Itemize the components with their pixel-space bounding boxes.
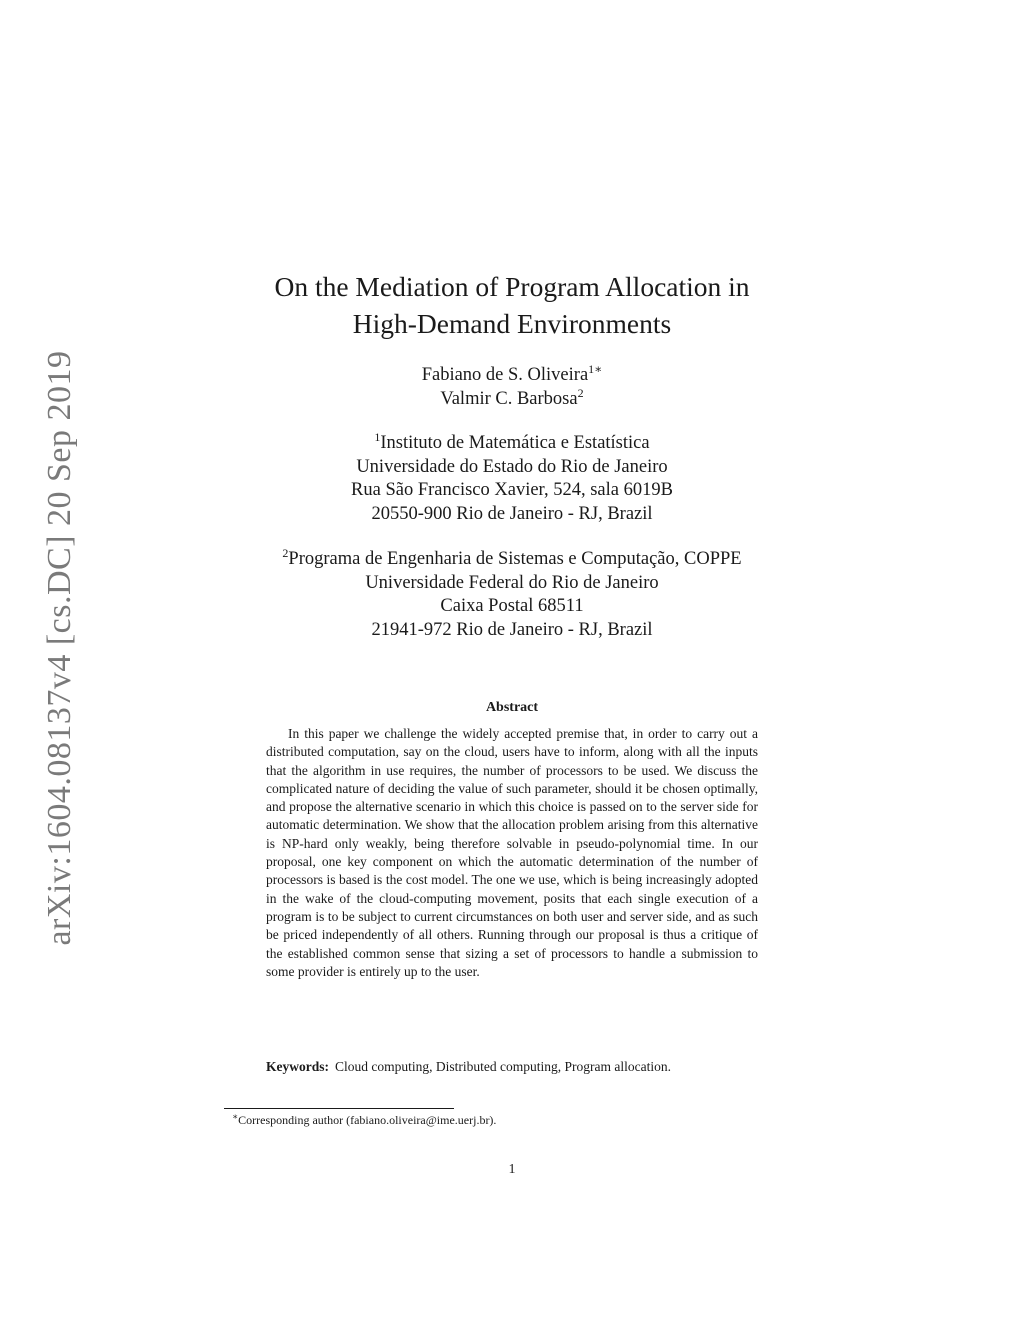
author-2-mark: 2 (577, 385, 584, 400)
abstract-heading: Abstract (485, 700, 539, 715)
keywords-text: Cloud computing, Distributed computing, Program allocation. (335, 1059, 671, 1074)
affiliation-2-line-4: 21941-972 Rio de Janeiro - RJ, Brazil (371, 619, 653, 640)
arxiv-identifier-stamp: arXiv:1604.08137v4 [cs.DC] 20 Sep 2019 (41, 350, 78, 946)
abstract-body: In this paper we challenge the widely accepted premise that, in order to carry out a distributed computation, say on the cloud, users have to inform, along with all the inputs that the algorithm in use requires, the number of processors to be used. We discuss the complicated nature of deciding the value of such parameter, should it be chosen optimally, and propose the alternative scenario in which this choice is passed on to the server side for automatic determination. We show that the allocation problem arising from this alternative is NP-hard only weakly, being therefore solvable in pseudo-polynomial time. In our proposal, one key component on which the automatic determination of the number of processors is based is the cost model. The one we use, which is being increasingly adopted in the wake of the cloud-computing movement, posits that each single execution of a program is to be subject to current circumstances on both user and server side, and as such be priced independently of all others. Running through our proposal is thus a critique of the established common sense that sizing a set of processors to handle a submission to some provider is entirely up to the user. (266, 726, 758, 979)
affiliation-1-line-2: Universidade do Estado do Rio de Janeiro (356, 456, 668, 477)
keywords (266, 1058, 758, 1076)
author-1-mark: 1∗ (588, 361, 603, 376)
page-number: 1 (508, 1162, 516, 1177)
affiliation-2-line-2: Universidade Federal do Rio de Janeiro (365, 572, 659, 593)
affiliation-1-line-3: Rua São Francisco Xavier, 524, sala 6019B (351, 480, 673, 500)
title-line-1: On the Mediation of Program Allocation in (274, 271, 750, 302)
author-list (160, 361, 864, 411)
affiliation-1-line-4: 20550-900 Rio de Janeiro - RJ, Brazil (371, 503, 653, 524)
affiliation-2-line-3: Caixa Postal 68511 (440, 596, 584, 616)
footnote-mark: ∗ (232, 1111, 239, 1122)
author-2-name: Valmir C. Barbosa (440, 388, 578, 409)
affiliation-2-mark: 2 (282, 545, 289, 560)
keywords-label: Keywords: (266, 1059, 329, 1074)
author-1-name: Fabiano de S. Oliveira (421, 365, 589, 385)
footnote-text: Corresponding author (fabiano.oliveira@ime.uerj.br). (238, 1113, 497, 1127)
affiliation-1-line-1: Instituto de Matemática e Estatística (380, 433, 650, 453)
footnote-divider (224, 1108, 454, 1109)
title-line-2: High-Demand Environments (352, 308, 672, 339)
corresponding-author-footnote (232, 1113, 496, 1128)
affiliation-2 (160, 545, 864, 642)
affiliation-1-mark: 1 (374, 429, 381, 444)
paper-title (160, 268, 864, 342)
author-2 (160, 385, 864, 412)
affiliation-1 (160, 429, 864, 526)
affiliation-2-line-1: Programa de Engenharia de Sistemas e Computação, COPPE (288, 549, 742, 569)
author-1 (160, 361, 864, 388)
